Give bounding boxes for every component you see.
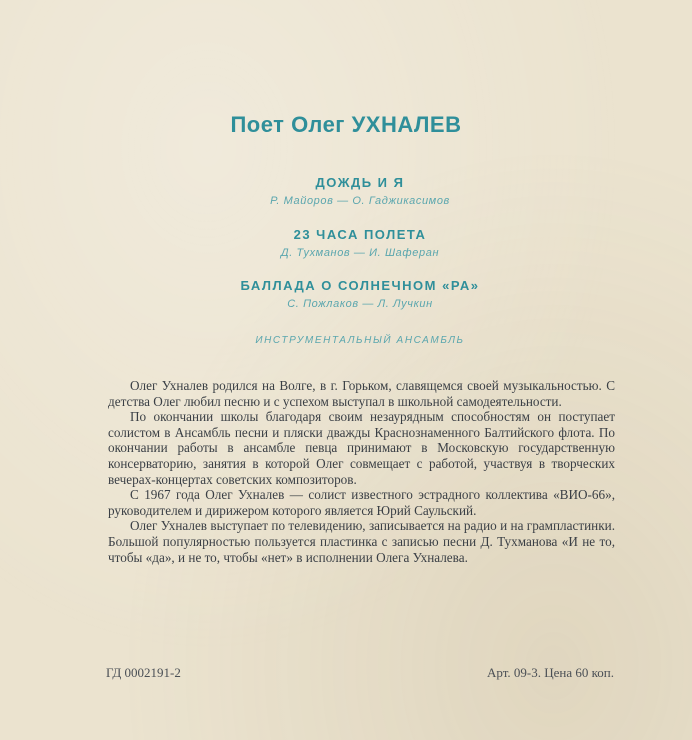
page-title: Поет Олег УХНАЛЕВ (230, 112, 462, 137)
ensemble-credit: ИНСТРУМЕНТАЛЬНЫЙ АНСАМБЛЬ (255, 335, 465, 346)
song-credits: С. Пожлаков — Л. Лучкин (287, 298, 433, 310)
song-credits: Р. Майоров — О. Гаджикасимов (270, 195, 450, 207)
bio-paragraph: С 1967 года Олег Ухналев — солист известного эстрадного коллектива «ВИО-66», руководителем и дирижером которого является Юрий Саульский. (108, 487, 615, 518)
bio-paragraph: Олег Ухналев родился на Волге, в г. Горьком, славящемся своей музыкальностью. С детства Олег любил песню и с успехом выступал в школьной самодеятельности. (108, 378, 615, 409)
bio-paragraph: Олег Ухналев выступает по телевидению, записывается на радио и на грампластинки. Большой популярностью пользуется пластинка с записью песни Д. Тухманова «И не то, чтобы «да», и не то, чтобы «нет» в исполнении Олега Ухналева. (108, 518, 615, 565)
bio-paragraph: По окончании школы благодаря своим незаурядным способностям он поступает солистом в Ансамбль песни и пляски дважды Краснознаменного Балтийского флота. По окончании работы в ансамбле певца принимают в Московскую государственную консерваторию, занятия в которой Олег совмещает с работой, участвуя в творческих вечерах-концертах советских композиторов. (108, 409, 615, 487)
song-title: БАЛЛАДА О СОЛНЕЧНОМ «РА» (240, 278, 480, 293)
song-2 (0, 227, 692, 259)
song-credits: Д. Тухманов — И. Шаферан (280, 247, 440, 259)
song-title: ДОЖДЬ И Я (315, 175, 405, 190)
catalog-code: ГД 0002191-2 (106, 665, 181, 680)
song-title: 23 ЧАСА ПОЛЕТА (293, 227, 427, 242)
song-1 (0, 175, 692, 207)
price-label: Арт. 09-3. Цена 60 коп. (487, 665, 614, 680)
biography-text (108, 378, 615, 565)
song-3 (0, 278, 692, 310)
